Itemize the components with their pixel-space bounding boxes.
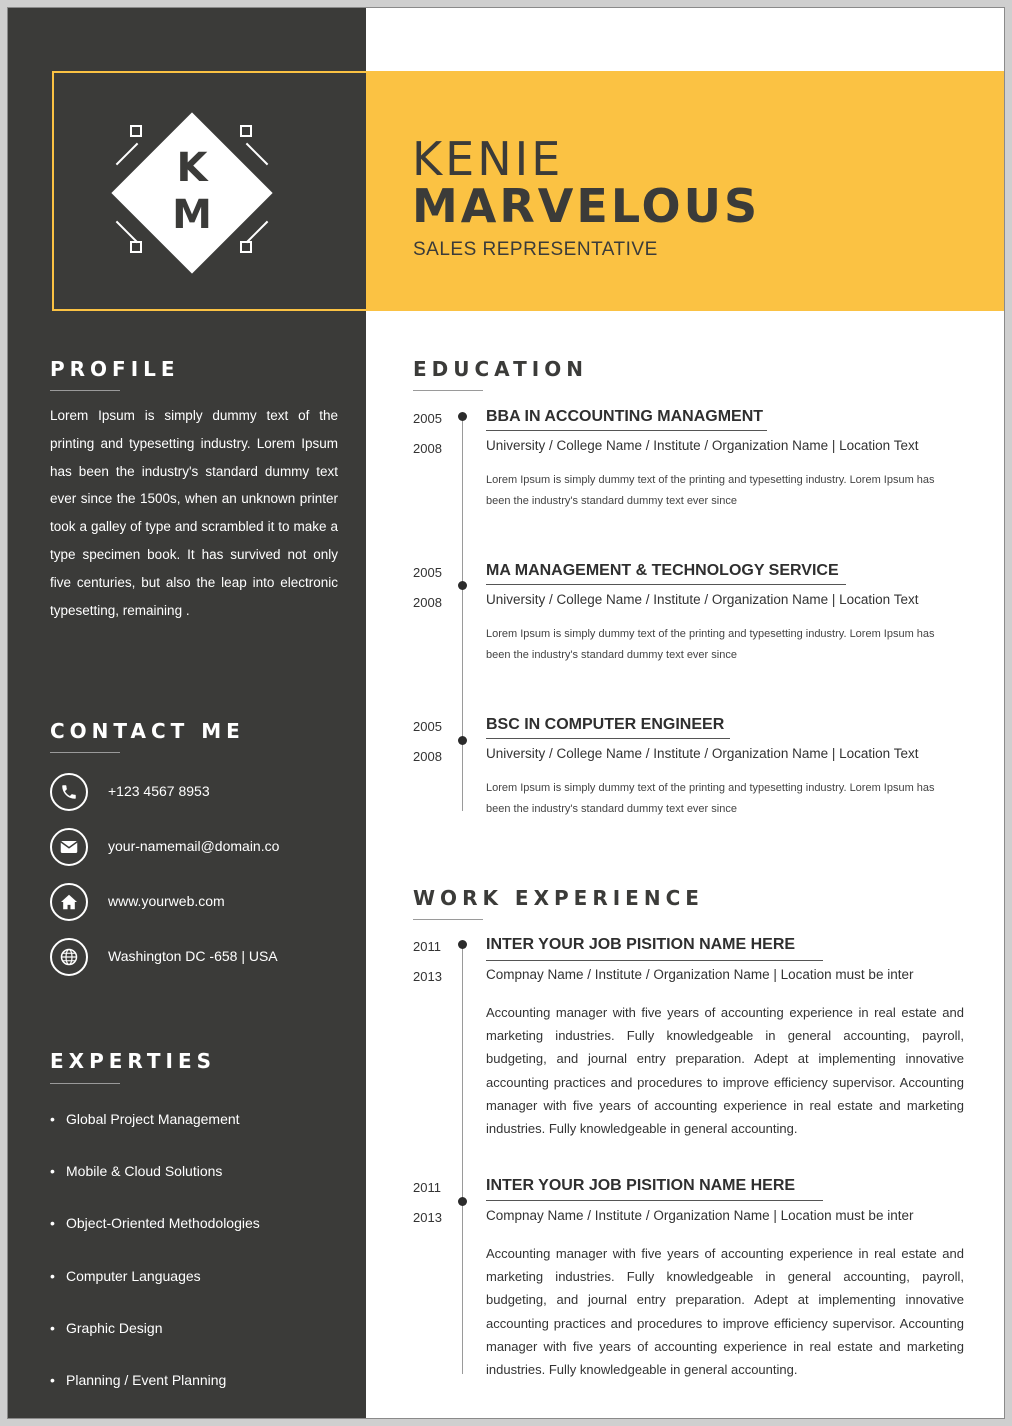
last-name: MARVELOUS: [412, 179, 761, 233]
divider: [486, 430, 767, 431]
divider: [50, 1083, 120, 1084]
end-year: 2013: [413, 1210, 442, 1225]
bullet-icon: •: [50, 1163, 55, 1179]
expertise-label: Object-Oriented Methodologies: [66, 1215, 260, 1231]
monogram-letter-bottom: M: [172, 192, 212, 238]
expertise-item: [50, 1268, 201, 1284]
entry-description: Accounting manager with five years of accounting experience in real estate and marketing industries. Fully knowledgeable in general accounting, payroll, budgeting, and journal entry preparation. Adept at implementing innovative accounting practices and procedures to improve efficiency supervisor. Accounting manager with five years of accounting experience in real estate and marketing industries. Fully knowledgeable in general accounting.: [486, 1246, 964, 1378]
contact-email-text[interactable]: your-namemail@domain.co: [108, 838, 280, 854]
bullet-icon: •: [50, 1372, 55, 1388]
entry-title: INTER YOUR JOB PISITION NAME HERE: [486, 936, 796, 953]
corner-square-icon: [130, 125, 142, 137]
education-heading: EDUCATION: [413, 357, 588, 381]
contact-address: [50, 938, 350, 976]
expertise-label: Mobile & Cloud Solutions: [66, 1163, 223, 1179]
home-icon: [50, 883, 88, 921]
start-year: 2011: [413, 1180, 441, 1195]
bullet-icon: •: [50, 1111, 55, 1127]
monogram-letter-top: K: [176, 145, 208, 191]
entry-institution: University / College Name / Institute / Organization Name | Location Text: [486, 438, 919, 453]
divider: [413, 919, 483, 920]
email-icon: [50, 828, 88, 866]
expertise-item: [50, 1320, 163, 1336]
entry-institution: University / College Name / Institute / Organization Name | Location Text: [486, 592, 919, 607]
profile-text: Lorem Ipsum is simply dummy text of the printing and typesetting industry. Lorem Ipsum has been the industry's standard dummy text ever since the 1500s, when an unknown printer took a galley of type and scrambled it to make a type specimen book. It has survived not only five centuries, but also the leap into electronic typesetting, remaining .: [50, 408, 338, 618]
entry-description: Lorem Ipsum is simply dummy text of the printing and typesetting industry. Lorem Ipsum has been the industry's standard dummy text ever since: [486, 782, 935, 815]
divider: [486, 738, 730, 739]
end-year: 2008: [413, 595, 442, 610]
contact-web: [50, 883, 350, 921]
bullet-icon: •: [50, 1215, 55, 1231]
divider: [486, 960, 823, 961]
entry-description: Lorem Ipsum is simply dummy text of the printing and typesetting industry. Lorem Ipsum has been the industry's standard dummy text ever since: [486, 474, 935, 507]
bullet-icon: •: [50, 1320, 55, 1336]
work-heading: WORK EXPERIENCE: [413, 886, 704, 910]
end-year: 2008: [413, 749, 442, 764]
entry-description: Lorem Ipsum is simply dummy text of the printing and typesetting industry. Lorem Ipsum has been the industry's standard dummy text ever since: [486, 628, 935, 661]
divider: [50, 752, 120, 753]
timeline-dot: [458, 412, 467, 421]
entry-company: Compnay Name / Institute / Organization Name | Location must be inter: [486, 1208, 914, 1223]
timeline-dot: [458, 736, 467, 745]
timeline-dot: [458, 1197, 467, 1206]
expertise-item: [50, 1163, 222, 1179]
contact-heading: CONTACT ME: [50, 719, 245, 743]
bullet-icon: •: [50, 1268, 55, 1284]
divider: [486, 584, 846, 585]
start-year: 2005: [413, 565, 442, 580]
phone-icon: [50, 773, 88, 811]
entry-title: BSC IN COMPUTER ENGINEER: [486, 716, 725, 733]
contact-phone: [50, 773, 350, 811]
first-name: KENIE: [412, 132, 564, 186]
expertise-label: Planning / Event Planning: [66, 1372, 227, 1388]
timeline-dot: [458, 581, 467, 590]
contact-web-text[interactable]: www.yourweb.com: [108, 893, 225, 909]
entry-description: Accounting manager with five years of accounting experience in real estate and marketing industries. Fully knowledgeable in general accounting, payroll, budgeting, and journal entry preparation. Adept at implementing innovative accounting practices and procedures to improve efficiency supervisor. Accounting manager with five years of accounting experience in real estate and marketing industries. Fully knowledgeable in general accounting.: [486, 1005, 964, 1137]
entry-institution: University / College Name / Institute / Organization Name | Location Text: [486, 746, 919, 761]
expertise-item: [50, 1215, 260, 1231]
corner-square-icon: [240, 125, 252, 137]
work-timeline: [462, 944, 463, 1374]
contact-address-text: Washington DC -658 | USA: [108, 948, 278, 964]
expertise-label: Graphic Design: [66, 1320, 163, 1336]
entry-company: Compnay Name / Institute / Organization Name | Location must be inter: [486, 967, 914, 982]
start-year: 2005: [413, 719, 442, 734]
divider: [413, 390, 483, 391]
divider: [50, 390, 120, 391]
expertise-heading: EXPERTIES: [50, 1049, 217, 1073]
education-timeline: [462, 416, 463, 811]
divider: [486, 1200, 823, 1201]
entry-title: INTER YOUR JOB PISITION NAME HERE: [486, 1177, 796, 1194]
monogram-logo: [112, 113, 272, 273]
timeline-dot: [458, 940, 467, 949]
globe-icon: [50, 938, 88, 976]
expertise-item: [50, 1372, 226, 1388]
entry-title: MA MANAGEMENT & TECHNOLOGY SERVICE: [486, 562, 839, 579]
start-year: 2011: [413, 939, 441, 954]
expertise-item: [50, 1111, 240, 1127]
contact-phone-text[interactable]: +123 4567 8953: [108, 783, 210, 799]
end-year: 2008: [413, 441, 442, 456]
job-title: SALES REPRESENTATIVE: [413, 239, 658, 260]
end-year: 2013: [413, 969, 442, 984]
expertise-label: Computer Languages: [66, 1268, 201, 1284]
contact-email: [50, 828, 350, 866]
start-year: 2005: [413, 411, 442, 426]
profile-heading: PROFILE: [50, 357, 180, 381]
entry-title: BBA IN ACCOUNTING MANAGMENT: [486, 408, 764, 425]
expertise-label: Global Project Management: [66, 1111, 240, 1127]
